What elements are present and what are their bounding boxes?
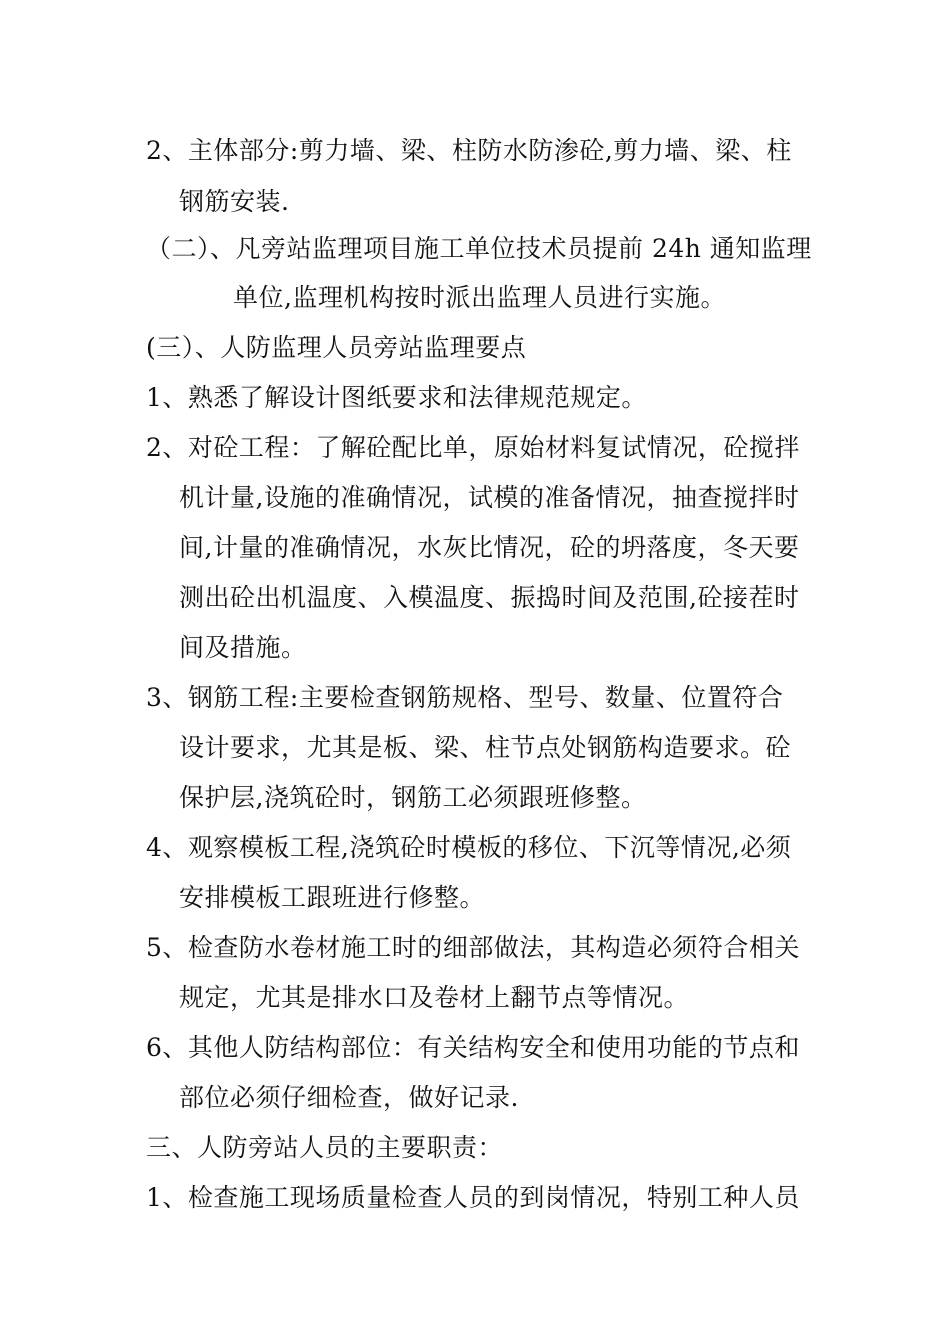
section-heading: (三）、人防监理人员旁站监理要点 bbox=[146, 333, 527, 362]
section-heading: 三、人防旁站人员的主要职责： bbox=[146, 1133, 504, 1162]
text-line: 测出砼出机温度、入模温度、振捣时间及范围,砼接茬时 bbox=[179, 583, 800, 612]
text-line: 单位,监理机构按时派出监理人员进行实施。 bbox=[233, 283, 726, 312]
text-line: 安排模板工跟班进行修整。 bbox=[179, 883, 486, 912]
text-line: 6、其他人防结构部位：有关结构安全和使用功能的节点和 bbox=[146, 1033, 800, 1062]
text-line: 3、钢筋工程:主要检查钢筋规格、型号、数量、位置符合 bbox=[146, 683, 784, 712]
text-line: 4、观察模板工程,浇筑砼时模板的移位、下沉等情况,必须 bbox=[146, 833, 792, 862]
text-line: 部位必须仔细检查，做好记录. bbox=[179, 1083, 519, 1112]
text-line: 2、对砼工程：了解砼配比单，原始材料复试情况，砼搅拌 bbox=[146, 433, 800, 462]
text-line: 设计要求，尤其是板、梁、柱节点处钢筋构造要求。砼 bbox=[179, 733, 792, 762]
text-line: 钢筋安装. bbox=[179, 187, 290, 216]
text-line: 1、检查施工现场质量检查人员的到岗情况，特别工种人员 bbox=[146, 1183, 800, 1212]
text-line: 间及措施。 bbox=[179, 633, 307, 662]
text-line: 5、检查防水卷材施工时的细部做法，其构造必须符合相关 bbox=[146, 933, 800, 962]
text-line: 规定，尤其是排水口及卷材上翻节点等情况。 bbox=[179, 983, 690, 1012]
text-line: 1、熟悉了解设计图纸要求和法律规范规定。 bbox=[146, 383, 647, 412]
text-line: 机计量,设施的准确情况，试模的准备情况，抽查搅拌时 bbox=[179, 483, 800, 512]
text-line: （二）、凡旁站监理项目施工单位技术员提前 24h 通知监理 bbox=[146, 234, 812, 263]
text-line: 2、主体部分:剪力墙、梁、柱防水防渗砼,剪力墙、梁、柱 bbox=[146, 136, 792, 165]
text-line: 间,计量的准确情况，水灰比情况，砼的坍落度，冬天要 bbox=[179, 533, 800, 562]
text-line: 保护层,浇筑砼时，钢筋工必须跟班修整。 bbox=[179, 783, 647, 812]
